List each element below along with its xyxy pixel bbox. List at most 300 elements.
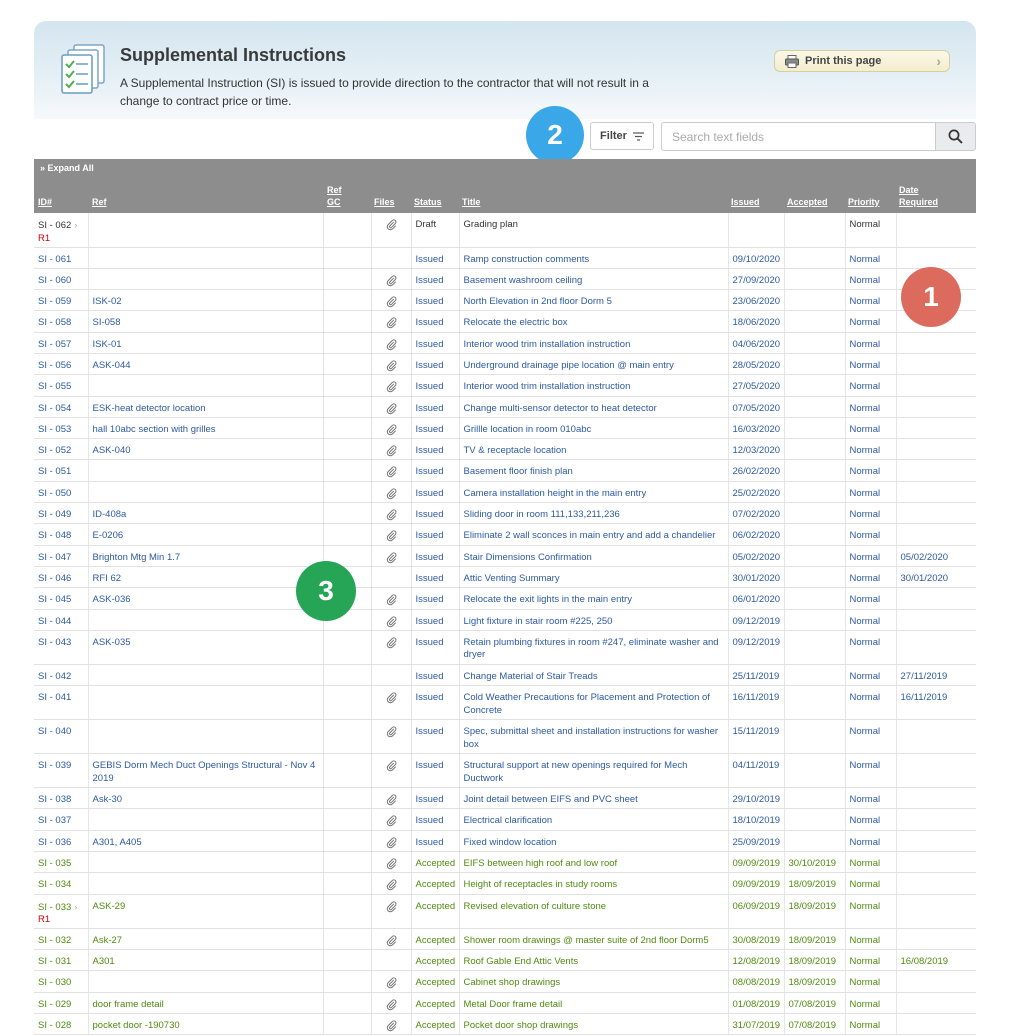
cell-id[interactable] — [34, 566, 88, 587]
cell-date-required — [896, 396, 976, 417]
cell-files[interactable] — [371, 213, 411, 247]
table-row[interactable] — [34, 439, 976, 460]
cell-title[interactable]: Grillle location in room 010abc — [459, 417, 728, 438]
si-id-link[interactable]: SI - 054 — [38, 402, 72, 414]
paperclip-icon[interactable] — [386, 509, 397, 520]
cell-priority: Normal — [845, 503, 896, 524]
table-row[interactable] — [34, 754, 976, 788]
cell-files[interactable] — [371, 503, 411, 524]
cell-ref-gc — [323, 503, 371, 524]
table-row[interactable] — [34, 417, 976, 438]
si-id-link[interactable]: SI - 047 — [38, 551, 72, 563]
cell-title[interactable]: Shower room drawings @ master suite of 2nd floor Dorm5 — [459, 928, 728, 949]
cell-files[interactable] — [371, 311, 411, 332]
cell-ref[interactable] — [88, 213, 323, 247]
paperclip-icon[interactable] — [386, 275, 397, 286]
paperclip-icon[interactable] — [386, 552, 397, 563]
si-id-link[interactable]: SI - 055 — [38, 381, 72, 393]
paperclip-icon[interactable] — [386, 445, 397, 456]
si-id-link[interactable]: SI - 059 — [38, 296, 72, 308]
table-row[interactable] — [34, 1013, 976, 1034]
printer-icon — [785, 55, 799, 68]
cell-ref[interactable]: ASK-044 — [88, 353, 323, 374]
cell-status: Issued — [411, 588, 459, 609]
si-id-link[interactable]: SI - 042 — [38, 670, 72, 682]
cell-id[interactable] — [34, 268, 88, 289]
cell-ref[interactable]: A301, A405 — [88, 830, 323, 851]
page-description: A Supplemental Instruction (SI) is issued to provide direction to the contractor that will not result in a change to contract price or time. — [120, 76, 649, 108]
cell-files[interactable] — [371, 754, 411, 788]
cell-accepted — [784, 788, 845, 809]
paperclip-icon[interactable] — [386, 339, 397, 350]
search-button[interactable] — [935, 122, 976, 151]
cell-id[interactable] — [34, 247, 88, 268]
table-row[interactable] — [34, 566, 976, 587]
paperclip-icon[interactable] — [386, 726, 397, 737]
cell-priority: Normal — [845, 809, 896, 830]
cell-priority: Normal — [845, 830, 896, 851]
paperclip-icon[interactable] — [386, 296, 397, 307]
cell-title[interactable]: Sliding door in room 111,133,211,236 — [459, 503, 728, 524]
cell-title[interactable]: Light fixture in stair room #225, 250 — [459, 609, 728, 630]
cell-ref[interactable]: ISK-02 — [88, 290, 323, 311]
si-id-link[interactable]: SI - 031 — [38, 955, 72, 967]
cell-ref-gc — [323, 894, 371, 928]
cell-id[interactable] — [34, 524, 88, 545]
column-header-priority[interactable]: Priority — [848, 197, 880, 207]
cell-id[interactable] — [34, 460, 88, 481]
cell-ref[interactable] — [88, 375, 323, 396]
cell-id[interactable] — [34, 213, 88, 247]
cell-ref[interactable] — [88, 809, 323, 830]
paperclip-icon[interactable] — [386, 977, 397, 988]
si-id-link[interactable]: SI - 033 — [38, 901, 72, 913]
column-header-accepted[interactable]: Accepted — [787, 197, 828, 207]
cell-title[interactable]: Basement washroom ceiling — [459, 268, 728, 289]
cell-ref[interactable] — [88, 686, 323, 720]
paperclip-icon[interactable] — [386, 837, 397, 848]
cell-priority: Normal — [845, 754, 896, 788]
column-header-files[interactable]: Files — [374, 197, 395, 207]
cell-ref[interactable] — [88, 247, 323, 268]
cell-date-required — [896, 588, 976, 609]
cell-title[interactable]: Height of receptacles in study rooms — [459, 873, 728, 894]
cell-ref[interactable]: pocket door -190730 — [88, 1013, 323, 1034]
cell-ref[interactable]: GEBIS Dorm Mech Duct Openings Structural - Nov 4 2019 — [88, 754, 323, 788]
cell-files[interactable] — [371, 686, 411, 720]
cell-id[interactable] — [34, 353, 88, 374]
cell-id[interactable] — [34, 1013, 88, 1034]
si-id-link[interactable]: SI - 036 — [38, 836, 72, 848]
cell-title[interactable]: Interior wood trim installation instruction — [459, 332, 728, 353]
paperclip-icon[interactable] — [386, 901, 397, 912]
cell-files[interactable] — [371, 290, 411, 311]
cell-title[interactable]: Pocket door shop drawings — [459, 1013, 728, 1034]
table-row[interactable] — [34, 460, 976, 481]
si-id-link[interactable]: SI - 032 — [38, 934, 72, 946]
cell-files[interactable] — [371, 460, 411, 481]
paperclip-icon[interactable] — [386, 879, 397, 890]
cell-files[interactable] — [371, 396, 411, 417]
cell-files[interactable] — [371, 720, 411, 754]
table-row[interactable] — [34, 213, 976, 247]
cell-title[interactable]: Fixed window location — [459, 830, 728, 851]
cell-title[interactable]: Cabinet shop drawings — [459, 971, 728, 992]
table-row[interactable] — [34, 928, 976, 949]
table-row[interactable] — [34, 503, 976, 524]
paperclip-icon[interactable] — [386, 616, 397, 627]
cell-ref[interactable]: Ask-30 — [88, 788, 323, 809]
column-header-ref-gc-line2: GC — [327, 197, 341, 207]
cell-files[interactable] — [371, 1013, 411, 1034]
cell-id[interactable] — [34, 503, 88, 524]
si-id-link[interactable]: SI - 040 — [38, 726, 72, 738]
cell-title[interactable]: Stair Dimensions Confirmation — [459, 545, 728, 566]
paperclip-icon[interactable] — [386, 594, 397, 605]
cell-status: Issued — [411, 353, 459, 374]
si-id-link[interactable]: SI - 060 — [38, 274, 72, 286]
cell-id[interactable] — [34, 481, 88, 502]
cell-priority: Normal — [845, 852, 896, 873]
cell-id[interactable] — [34, 754, 88, 788]
cell-title[interactable]: Change Material of Stair Treads — [459, 664, 728, 685]
table-row[interactable] — [34, 268, 976, 289]
paperclip-icon[interactable] — [386, 488, 397, 499]
cell-priority: Normal — [845, 247, 896, 268]
si-id-link[interactable]: SI - 030 — [38, 977, 72, 989]
si-id-link[interactable]: SI - 034 — [38, 879, 72, 891]
si-id-link[interactable]: SI - 041 — [38, 692, 72, 704]
table-row[interactable] — [34, 852, 976, 873]
cell-issued: 09/09/2019 — [728, 852, 784, 873]
cell-files[interactable] — [371, 992, 411, 1013]
cell-title[interactable]: Spec, submittal sheet and installation instructions for washer box — [459, 720, 728, 754]
si-id-link[interactable]: SI - 061 — [38, 253, 72, 265]
cell-ref[interactable]: hall 10abc section with grilles — [88, 417, 323, 438]
cell-title[interactable]: Basement floor finish plan — [459, 460, 728, 481]
cell-id[interactable] — [34, 417, 88, 438]
cell-title[interactable]: Eliminate 2 wall sconces in main entry and add a chandelier — [459, 524, 728, 545]
si-id-link[interactable]: SI - 035 — [38, 858, 72, 870]
cell-title[interactable]: Joint detail between EIFS and PVC sheet — [459, 788, 728, 809]
paperclip-icon[interactable] — [386, 935, 397, 946]
si-id-link[interactable]: SI - 053 — [38, 423, 72, 435]
table-row[interactable] — [34, 809, 976, 830]
cell-status: Issued — [411, 609, 459, 630]
cell-files[interactable] — [371, 873, 411, 894]
cell-ref[interactable]: ESK-heat detector location — [88, 396, 323, 417]
cell-id[interactable] — [34, 439, 88, 460]
si-id-link[interactable]: SI - 057 — [38, 338, 72, 350]
si-id-link[interactable]: SI - 045 — [38, 594, 72, 606]
cell-title[interactable]: Relocate the exit lights in the main entry — [459, 588, 728, 609]
cell-files[interactable] — [371, 809, 411, 830]
cell-files[interactable] — [371, 609, 411, 630]
cell-id[interactable] — [34, 311, 88, 332]
cell-files[interactable] — [371, 524, 411, 545]
cell-title[interactable]: Interior wood trim installation instruction — [459, 375, 728, 396]
table-row[interactable] — [34, 664, 976, 685]
cell-ref[interactable] — [88, 609, 323, 630]
paperclip-icon[interactable] — [386, 692, 397, 703]
paperclip-icon[interactable] — [386, 530, 397, 541]
cell-id[interactable] — [34, 928, 88, 949]
paperclip-icon[interactable] — [386, 381, 397, 392]
cell-title[interactable]: Cold Weather Precautions for Placement and Protection of Concrete — [459, 686, 728, 720]
cell-files[interactable] — [371, 353, 411, 374]
cell-title[interactable]: Structural support at new openings required for Mech Ductwork — [459, 754, 728, 788]
table-row[interactable] — [34, 686, 976, 720]
cell-id[interactable] — [34, 788, 88, 809]
table-row[interactable] — [34, 588, 976, 609]
cell-files[interactable] — [371, 830, 411, 851]
cell-id[interactable] — [34, 949, 88, 970]
si-id-link[interactable]: SI - 058 — [38, 317, 72, 329]
cell-ref[interactable] — [88, 268, 323, 289]
cell-issued: 04/11/2019 — [728, 754, 784, 788]
cell-date-required — [896, 1013, 976, 1034]
cell-title[interactable]: Revised elevation of culture stone — [459, 894, 728, 928]
cell-ref-gc — [323, 686, 371, 720]
table-row[interactable] — [34, 720, 976, 754]
cell-ref[interactable] — [88, 873, 323, 894]
cell-ref[interactable]: RFI 62 — [88, 566, 323, 587]
cell-status: Issued — [411, 545, 459, 566]
table-row[interactable] — [34, 524, 976, 545]
si-id-link[interactable]: SI - 051 — [38, 466, 72, 478]
cell-ref[interactable]: ISK-01 — [88, 332, 323, 353]
column-header-ref-gc[interactable] — [327, 184, 342, 208]
expand-row-icon[interactable]: › — [74, 220, 78, 230]
cell-ref[interactable]: A301 — [88, 949, 323, 970]
cell-files[interactable] — [371, 439, 411, 460]
cell-files[interactable] — [371, 332, 411, 353]
cell-files[interactable] — [371, 375, 411, 396]
cell-id[interactable] — [34, 375, 88, 396]
cell-ref[interactable]: ASK-035 — [88, 630, 323, 664]
cell-ref[interactable]: E-0206 — [88, 524, 323, 545]
cell-accepted — [784, 664, 845, 685]
table-row[interactable] — [34, 247, 976, 268]
search-input[interactable] — [661, 122, 936, 151]
paperclip-icon[interactable] — [386, 1020, 397, 1031]
cell-accepted — [784, 545, 845, 566]
paperclip-icon[interactable] — [386, 360, 397, 371]
si-id-link[interactable]: SI - 048 — [38, 530, 72, 542]
cell-ref[interactable]: Ask-27 — [88, 928, 323, 949]
cell-title[interactable]: Camera installation height in the main entry — [459, 481, 728, 502]
si-id-link[interactable]: SI - 050 — [38, 487, 72, 499]
cell-ref-gc — [323, 664, 371, 685]
cell-title[interactable]: EIFS between high roof and low roof — [459, 852, 728, 873]
cell-ref[interactable]: ASK-29 — [88, 894, 323, 928]
table-row[interactable] — [34, 290, 976, 311]
cell-id[interactable] — [34, 290, 88, 311]
cell-files[interactable] — [371, 545, 411, 566]
si-id-link[interactable]: SI - 052 — [38, 445, 72, 457]
cell-accepted — [784, 630, 845, 664]
cell-status: Issued — [411, 375, 459, 396]
cell-ref[interactable] — [88, 481, 323, 502]
cell-files[interactable] — [371, 971, 411, 992]
table-row[interactable] — [34, 830, 976, 851]
table-row[interactable] — [34, 971, 976, 992]
cell-ref-gc — [323, 971, 371, 992]
table-row[interactable] — [34, 788, 976, 809]
paperclip-icon[interactable] — [386, 815, 397, 826]
table-row[interactable] — [34, 630, 976, 664]
cell-date-required — [896, 417, 976, 438]
cell-id[interactable] — [34, 545, 88, 566]
si-id-link[interactable]: SI - 046 — [38, 572, 72, 584]
paperclip-icon[interactable] — [386, 760, 397, 771]
cell-files — [371, 949, 411, 970]
cell-id[interactable] — [34, 720, 88, 754]
cell-files[interactable] — [371, 268, 411, 289]
paperclip-icon[interactable] — [386, 424, 397, 435]
table-row[interactable] — [34, 545, 976, 566]
cell-ref[interactable]: ASK-036 — [88, 588, 323, 609]
cell-issued: 12/03/2020 — [728, 439, 784, 460]
cell-date-required — [896, 503, 976, 524]
cell-title[interactable]: North Elevation in 2nd floor Dorm 5 — [459, 290, 728, 311]
cell-date-required — [896, 353, 976, 374]
cell-ref[interactable]: door frame detail — [88, 992, 323, 1013]
cell-id[interactable] — [34, 686, 88, 720]
cell-title[interactable]: Attic Venting Summary — [459, 566, 728, 587]
cell-status: Issued — [411, 788, 459, 809]
cell-id[interactable] — [34, 873, 88, 894]
cell-id[interactable] — [34, 609, 88, 630]
cell-ref[interactable]: Brighton Mtg Min 1.7 — [88, 545, 323, 566]
cell-title[interactable]: TV & receptacle location — [459, 439, 728, 460]
cell-status: Issued — [411, 481, 459, 502]
column-header-status[interactable]: Status — [414, 197, 442, 207]
cell-files[interactable] — [371, 928, 411, 949]
cell-ref[interactable] — [88, 664, 323, 685]
table-row[interactable] — [34, 609, 976, 630]
cell-files[interactable] — [371, 630, 411, 664]
cell-ref[interactable] — [88, 852, 323, 873]
cell-id[interactable] — [34, 852, 88, 873]
cell-accepted — [784, 268, 845, 289]
cell-title[interactable]: Ramp construction comments — [459, 247, 728, 268]
cell-priority: Normal — [845, 460, 896, 481]
cell-ref[interactable]: SI-058 — [88, 311, 323, 332]
paperclip-icon[interactable] — [386, 637, 397, 648]
cell-id[interactable] — [34, 992, 88, 1013]
cell-issued: 25/09/2019 — [728, 830, 784, 851]
cell-id[interactable] — [34, 332, 88, 353]
table-row[interactable] — [34, 375, 976, 396]
table-row[interactable] — [34, 873, 976, 894]
cell-title[interactable]: Change multi-sensor detector to heat detector — [459, 396, 728, 417]
column-header-id[interactable]: ID# — [38, 197, 53, 207]
column-header-ref[interactable]: Ref — [92, 197, 107, 207]
cell-id[interactable] — [34, 664, 88, 685]
cell-files[interactable] — [371, 481, 411, 502]
si-id-link[interactable]: SI - 044 — [38, 615, 72, 627]
table-row[interactable] — [34, 894, 976, 928]
cell-ref[interactable] — [88, 460, 323, 481]
table-row[interactable] — [34, 311, 976, 332]
cell-title[interactable]: Grading plan — [459, 213, 728, 247]
cell-priority: Normal — [845, 949, 896, 970]
paperclip-icon[interactable] — [386, 403, 397, 414]
table-row[interactable] — [34, 481, 976, 502]
cell-status: Issued — [411, 417, 459, 438]
cell-title[interactable]: Relocate the electric box — [459, 311, 728, 332]
cell-ref[interactable] — [88, 720, 323, 754]
paperclip-icon[interactable] — [386, 858, 397, 869]
cell-id[interactable] — [34, 630, 88, 664]
table-row[interactable] — [34, 396, 976, 417]
cell-status: Issued — [411, 332, 459, 353]
cell-files[interactable] — [371, 417, 411, 438]
paperclip-icon[interactable] — [386, 999, 397, 1010]
print-page-button[interactable] — [774, 50, 950, 72]
cell-title[interactable]: Retain plumbing fixtures in room #247, eliminate washer and dryer — [459, 630, 728, 664]
cell-title[interactable]: Metal Door frame detail — [459, 992, 728, 1013]
cell-id[interactable] — [34, 830, 88, 851]
expand-row-icon[interactable]: › — [74, 901, 78, 912]
paperclip-icon[interactable] — [386, 794, 397, 805]
cell-ref[interactable] — [88, 971, 323, 992]
table-row[interactable] — [34, 992, 976, 1013]
si-id-link[interactable]: SI - 038 — [38, 794, 72, 806]
si-id-link[interactable]: SI - 028 — [38, 1019, 72, 1031]
cell-files[interactable] — [371, 588, 411, 609]
cell-accepted: 18/09/2019 — [784, 873, 845, 894]
table-row[interactable] — [34, 353, 976, 374]
cell-files[interactable] — [371, 788, 411, 809]
cell-priority: Normal — [845, 873, 896, 894]
table-row[interactable] — [34, 332, 976, 353]
column-header-issued[interactable]: Issued — [731, 197, 760, 207]
si-id-link[interactable]: SI - 043 — [38, 636, 72, 648]
cell-ref[interactable]: ID-408a — [88, 503, 323, 524]
cell-files[interactable] — [371, 894, 411, 928]
si-id-link[interactable]: SI - 029 — [38, 998, 72, 1010]
paperclip-icon[interactable] — [386, 219, 397, 230]
filter-button[interactable] — [590, 122, 654, 150]
cell-title[interactable]: Electrical clarification — [459, 809, 728, 830]
cell-id[interactable] — [34, 588, 88, 609]
cell-id[interactable] — [34, 894, 88, 928]
cell-files[interactable] — [371, 852, 411, 873]
revision-label: R1 — [38, 232, 51, 244]
cell-id[interactable] — [34, 971, 88, 992]
si-id-link[interactable]: SI - 062 — [38, 220, 72, 231]
paperclip-icon[interactable] — [386, 317, 397, 328]
cell-id[interactable] — [34, 396, 88, 417]
expand-all-button[interactable] — [40, 163, 94, 173]
si-id-link[interactable]: SI - 049 — [38, 509, 72, 521]
cell-title[interactable]: Underground drainage pipe location @ main entry — [459, 353, 728, 374]
cell-accepted — [784, 375, 845, 396]
si-id-link[interactable]: SI - 039 — [38, 760, 72, 772]
table-row[interactable] — [34, 949, 976, 970]
cell-id[interactable] — [34, 809, 88, 830]
cell-ref[interactable]: ASK-040 — [88, 439, 323, 460]
cell-title[interactable]: Roof Gable End Attic Vents — [459, 949, 728, 970]
paperclip-icon[interactable] — [386, 466, 397, 477]
cell-priority: Normal — [845, 928, 896, 949]
si-id-link[interactable]: SI - 056 — [38, 359, 72, 371]
column-header-date-required[interactable] — [899, 184, 938, 208]
column-header-title[interactable]: Title — [462, 197, 481, 207]
si-id-link[interactable]: SI - 037 — [38, 815, 72, 827]
